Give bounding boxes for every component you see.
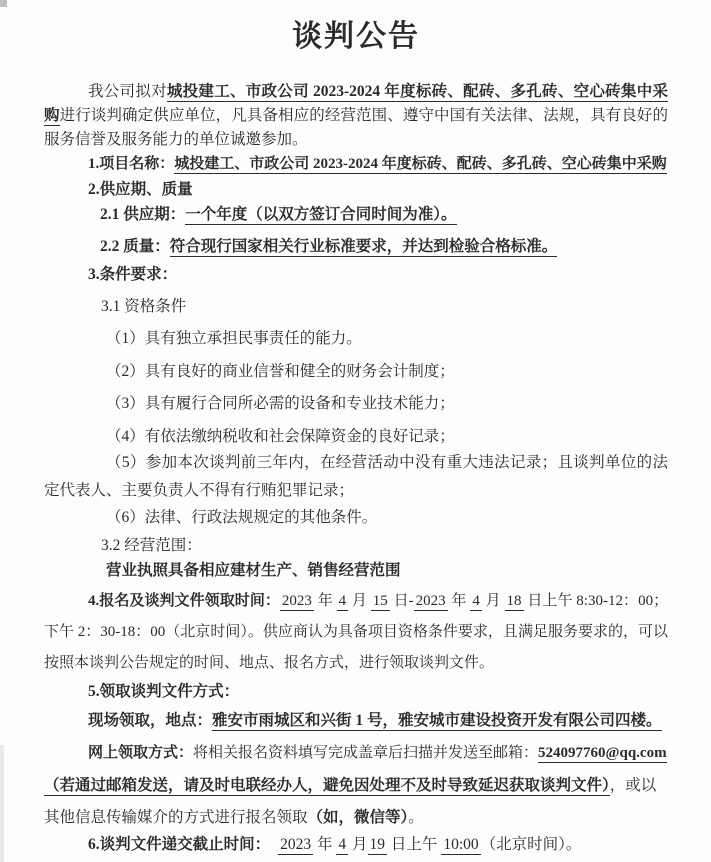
section-2-1-value: 一个年度（以双方签订合同时间为准）。 [185, 206, 457, 223]
condition-4: （4）有依法缴纳税收和社会保障资金的良好记录； [106, 428, 455, 445]
onsite-pickup-line [44, 708, 668, 733]
section-4-registration-time [44, 586, 668, 679]
email-note-line [44, 773, 668, 798]
deadline-time: 10:00 [443, 836, 479, 853]
section-1-project-name [44, 152, 668, 177]
online-pickup-line [44, 741, 668, 766]
intro-suffix: 进行谈判确定供应单位，凡具备相应的经营范围、遵守中国有关法律、法规，具有良好的服务信誉及服务能力的单位诚邀参加。 [44, 107, 668, 148]
section-3-1-heading: 3.1 资格条件 [101, 298, 187, 315]
other-media-line [44, 805, 668, 830]
month-word: 月 [351, 593, 367, 609]
scan-artifact-corner [0, 0, 7, 7]
section-3-heading: 3.条件要求： [88, 266, 178, 283]
year-word: 年 [317, 593, 333, 609]
year-word: 年 [451, 593, 467, 609]
section-2-1-supply-period [44, 202, 668, 227]
condition-3: （3）具有履行合同所必需的设备和专业技术能力； [106, 395, 455, 412]
section-2-heading: 2.供应期、质量 [88, 181, 193, 198]
section-6-deadline [44, 832, 668, 857]
end-month: 4 [472, 593, 480, 609]
section-3-2-heading: 3.2 经营范围： [101, 537, 202, 554]
online-text: 将相关报名资料填写完成盖章后扫描并发送至邮箱： [193, 745, 539, 761]
condition-2: （2）具有良好的商业信誉和健全的财务会计制度； [106, 363, 455, 380]
intro-prefix: 我公司拟对 [88, 83, 167, 100]
section-4-rest: 日上午 8:30-12：00；下午 2：30-18：00（北京时间）。供应商认为具备项目资格条件要求，且满足服务要求的，可以按照本谈判公告规定的时间、地点、报名方式，进行领取谈判文件。 [44, 593, 669, 671]
section-2-2-quality [44, 234, 668, 259]
section-1-value: 城投建工、市政公司 2023-2024 年度标砖、配砖、多孔砖、空心砖集中采购 [174, 156, 667, 172]
intro-paragraph [44, 80, 668, 152]
scan-artifact-left-edge [0, 745, 4, 862]
deadline-day: 19 [369, 836, 386, 853]
month-word: 月 [485, 593, 501, 609]
day-word: 日上午 [390, 836, 438, 853]
section-6-label: 6.谈判文件递交截止时间： [88, 836, 271, 853]
document-title: 谈判公告 [292, 20, 420, 53]
end-year: 2023 [415, 593, 446, 609]
section-5-heading: 5.领取谈判文件方式： [88, 683, 240, 700]
other-media-examples: （如，微信等） [307, 809, 409, 826]
month-word: 月 [352, 836, 368, 853]
end-day: 18 [506, 593, 522, 609]
section-6-rest: （北京时间）。 [480, 836, 582, 853]
email-address: 524097760@qq.com [538, 745, 667, 761]
start-day: 15 [372, 593, 388, 609]
condition-6: （6）法律、行政法规规定的其他条件。 [106, 509, 378, 526]
year-word: 年 [317, 836, 333, 853]
start-year: 2023 [281, 593, 312, 609]
business-scope-value: 营业执照具备相应建材生产、销售经营范围 [106, 562, 401, 579]
email-note: （若通过邮箱发送，请及时电联经办人，避免因处理不及时导致延迟获取谈判文件） [44, 777, 610, 794]
other-media-text: 其他信息传输媒介的方式进行报名领取 [44, 809, 308, 826]
section-4-label: 4.报名及谈判文件领取时间： [88, 593, 280, 609]
email-note-suffix: ，或以 [609, 777, 657, 794]
section-2-2-value: 符合现行国家相关行业标准要求，并达到检验合格标准。 [169, 238, 558, 255]
section-2-2-label: 2.2 质量： [100, 238, 170, 255]
day-word: 日- [393, 593, 414, 609]
deadline-year: 2023 [280, 836, 312, 853]
online-label: 网上领取方式： [88, 745, 194, 761]
onsite-address: 雅安市雨城区和兴街 1 号，雅安城市建设投资开发有限公司四楼。 [212, 712, 662, 729]
onsite-label: 现场领取，地点： [88, 712, 213, 729]
condition-1: （1）具有独立承担民事责任的能力。 [106, 330, 362, 347]
section-2-1-label: 2.1 供应期： [100, 206, 186, 223]
deadline-month: 4 [338, 836, 347, 853]
start-month: 4 [338, 593, 347, 609]
other-media-end: 。 [408, 809, 424, 826]
condition-5: （5）参加本次谈判前三年内，在经营活动中没有重大违法记录；且谈判单位的法定代表人、主要负责人不得有行贿犯罪记录； [44, 454, 668, 499]
project-name-highlight: 城投建工、市政公司 2023-2024 年度标砖、配砖、多孔砖、空心砖集中采购 [44, 83, 668, 124]
section-1-label: 1.项目名称： [88, 156, 175, 172]
